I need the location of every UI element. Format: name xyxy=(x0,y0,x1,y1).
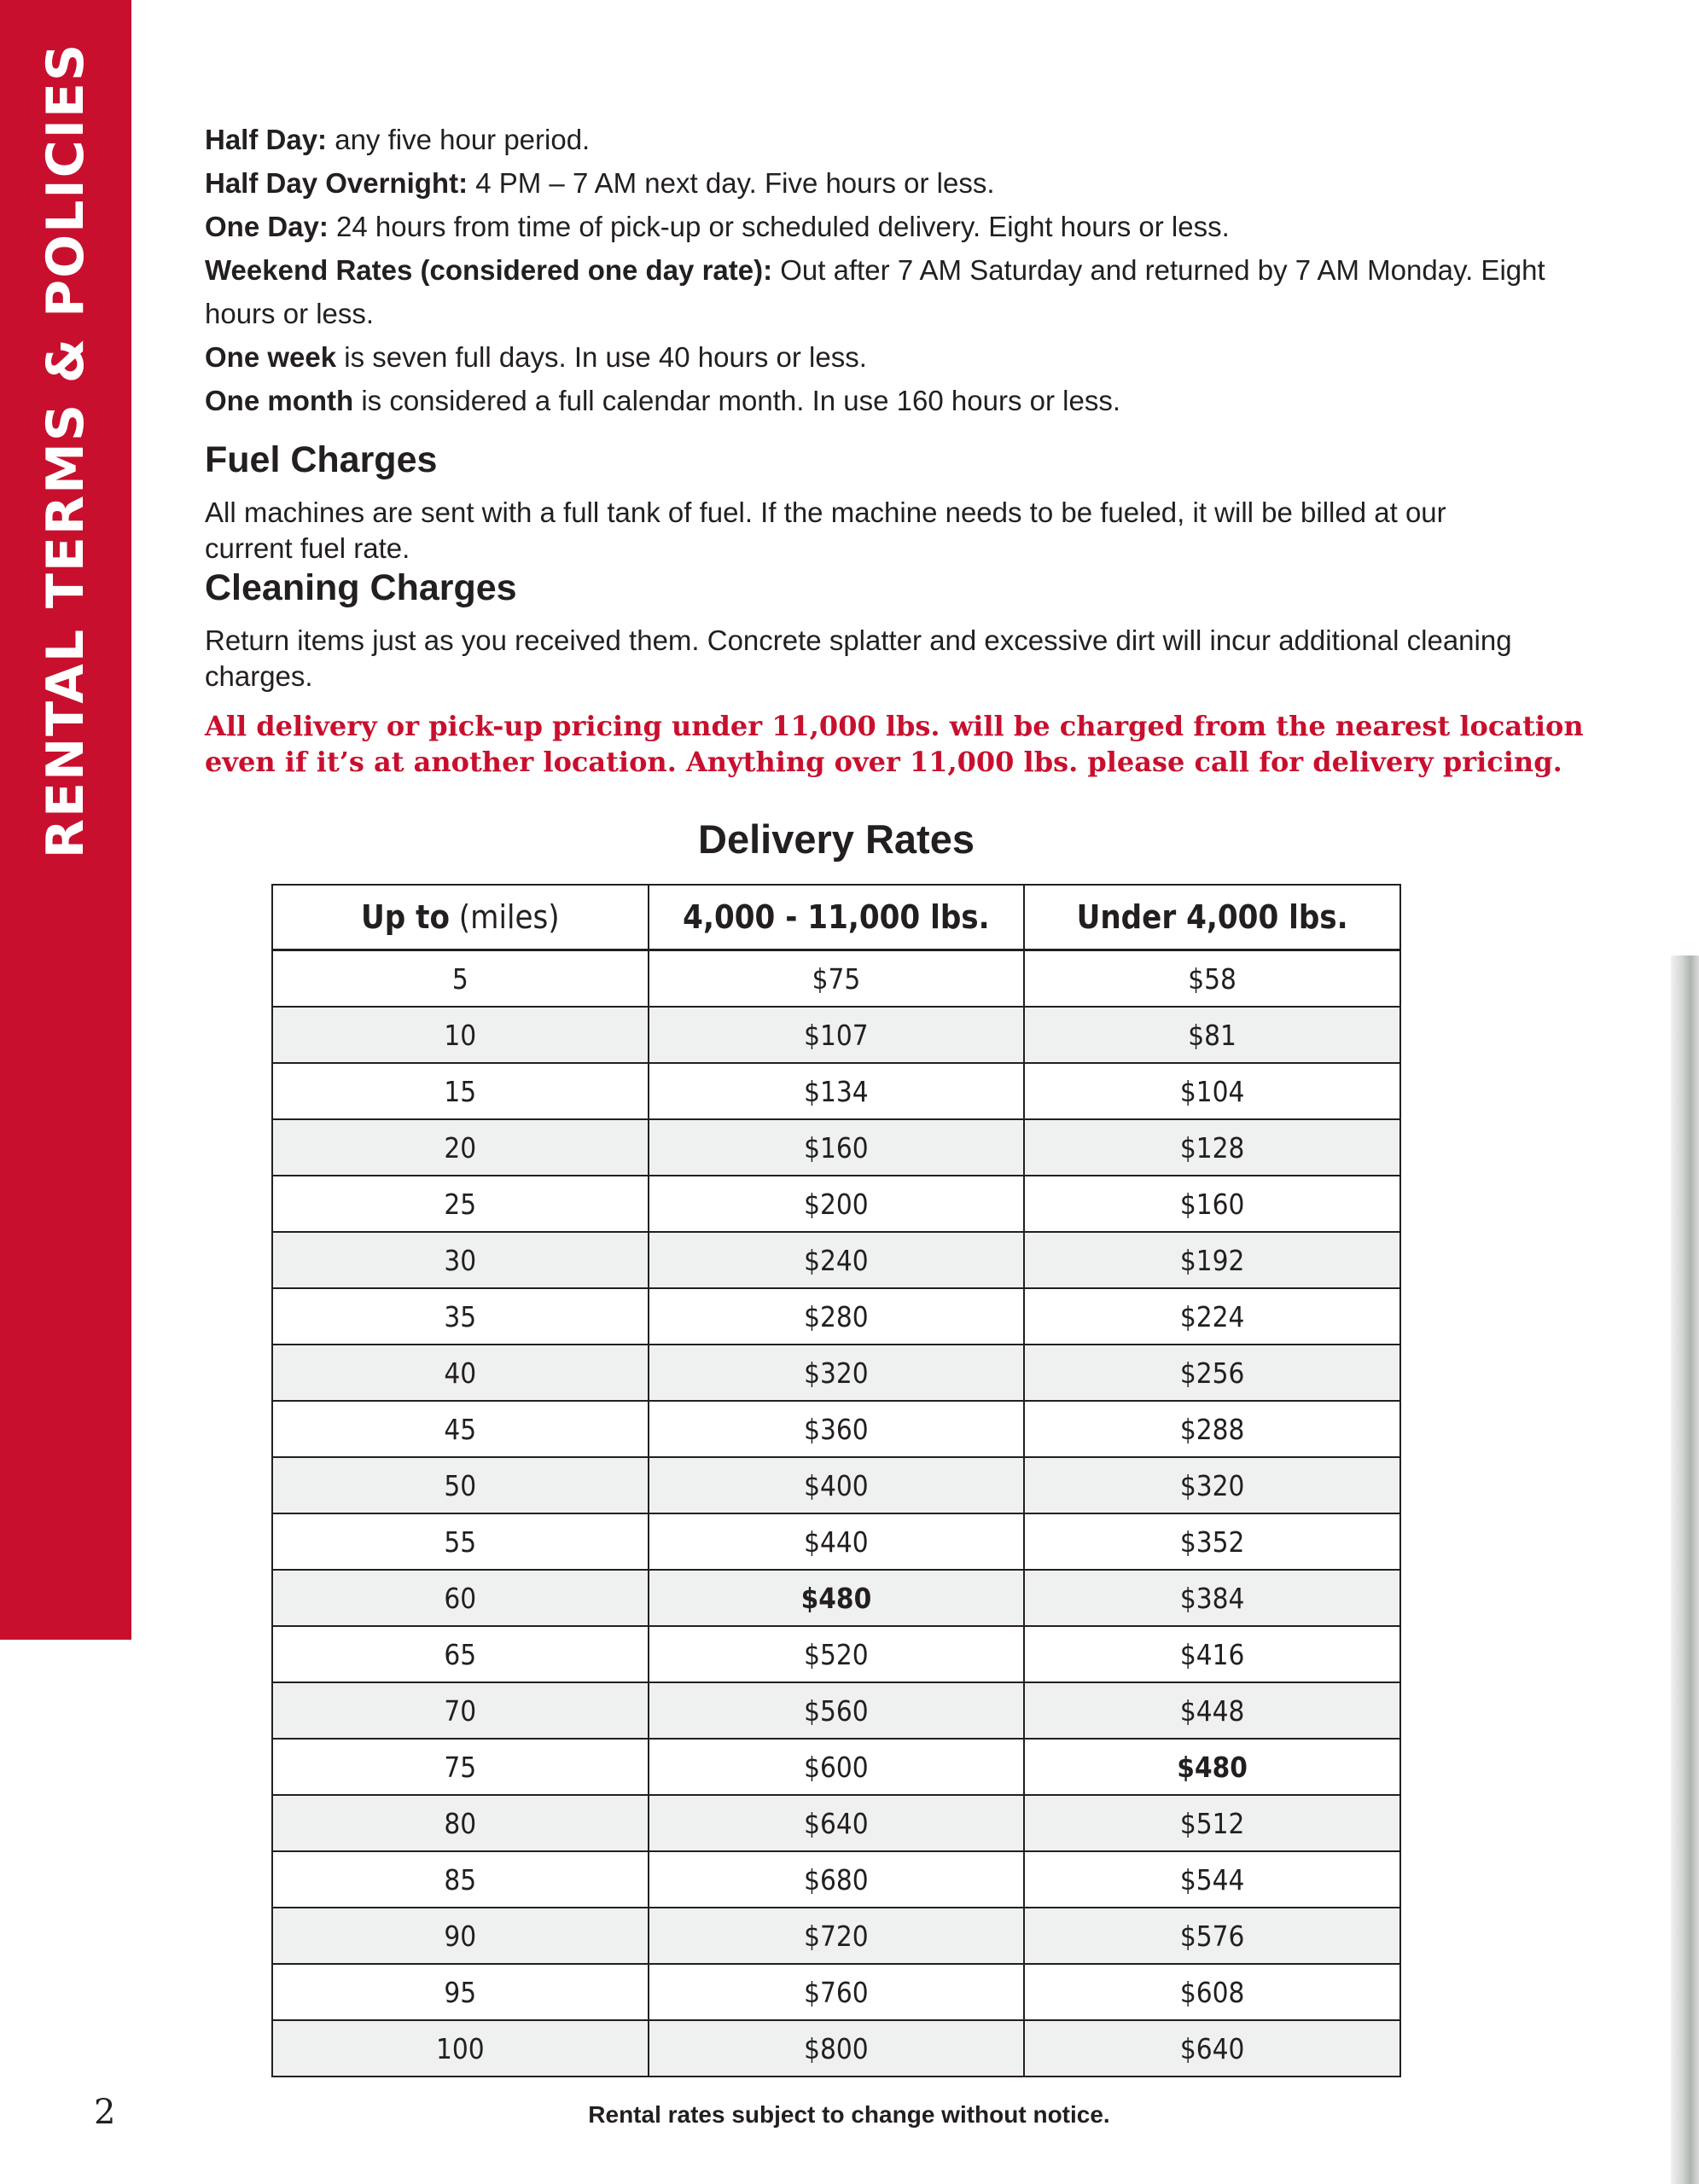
table-row xyxy=(272,1626,1400,1682)
cell-miles: 80 xyxy=(272,1795,649,1851)
cell-miles: 30 xyxy=(272,1232,649,1288)
definition-text: is considered a full calendar month. In use 160 hours or less. xyxy=(353,385,1120,416)
cell-heavy: $440 xyxy=(649,1513,1025,1570)
cell-heavy: $520 xyxy=(649,1626,1025,1682)
cell-heavy: $134 xyxy=(649,1063,1025,1119)
cell-light: $512 xyxy=(1024,1795,1400,1851)
cell-heavy: $240 xyxy=(649,1232,1025,1288)
table-row xyxy=(272,2020,1400,2077)
column-header-miles-unit: (miles) xyxy=(449,898,560,936)
definition-term: One week xyxy=(205,341,337,373)
definition-half-day-overnight xyxy=(205,161,1553,205)
sidebar-banner xyxy=(0,0,131,1640)
cell-heavy: $800 xyxy=(649,2020,1025,2077)
definition-term: One month xyxy=(205,385,354,416)
definition-text: Out after 7 AM Saturday and returned by 7 AM Monday. Eight hours or less. xyxy=(205,254,1545,329)
column-header-heavy: 4,000 - 11,000 lbs. xyxy=(649,885,1025,950)
table-header-row xyxy=(272,885,1400,950)
cell-heavy: $720 xyxy=(649,1908,1025,1964)
fuel-charges-heading: Fuel Charges xyxy=(205,439,438,480)
definition-one-month xyxy=(205,379,1553,422)
cell-heavy: $560 xyxy=(649,1682,1025,1739)
table-row xyxy=(272,1176,1400,1232)
cell-light: $480 xyxy=(1024,1739,1400,1795)
cell-light: $384 xyxy=(1024,1570,1400,1626)
table-row xyxy=(272,1908,1400,1964)
cell-light: $81 xyxy=(1024,1007,1400,1063)
table-row xyxy=(272,1288,1400,1345)
cell-heavy: $360 xyxy=(649,1401,1025,1457)
cleaning-charges-heading: Cleaning Charges xyxy=(205,567,517,608)
table-row xyxy=(272,1739,1400,1795)
cell-miles: 90 xyxy=(272,1908,649,1964)
cell-light: $576 xyxy=(1024,1908,1400,1964)
table-row xyxy=(272,1964,1400,2020)
cell-light: $160 xyxy=(1024,1176,1400,1232)
cell-heavy: $600 xyxy=(649,1739,1025,1795)
definition-half-day xyxy=(205,118,1553,161)
table-row xyxy=(272,1401,1400,1457)
cell-miles: 100 xyxy=(272,2020,649,2077)
table-row xyxy=(272,1232,1400,1288)
cell-light: $288 xyxy=(1024,1401,1400,1457)
definition-term: Weekend Rates (considered one day rate): xyxy=(205,254,773,286)
fuel-charges-text: All machines are sent with a full tank of fuel. If the machine needs to be fueled, it will be billed at our current fuel rate. xyxy=(205,497,1446,564)
cell-light: $192 xyxy=(1024,1232,1400,1288)
definition-text: is seven full days. In use 40 hours or less. xyxy=(336,341,867,373)
table-row xyxy=(272,1007,1400,1063)
column-header-miles-label: Up to xyxy=(360,898,450,936)
definition-weekend xyxy=(205,248,1553,335)
cell-heavy: $320 xyxy=(649,1345,1025,1401)
cell-heavy: $107 xyxy=(649,1007,1025,1063)
delivery-notice: All delivery or pick-up pricing under 11,000 lbs. will be charged from the nearest location even if it’s at another location. Anything over 11,000 lbs. please call for delivery pricing. xyxy=(205,710,1584,778)
table-row xyxy=(272,1457,1400,1513)
footer-note: Rental rates subject to change without notice. xyxy=(588,2101,1110,2128)
cell-miles: 65 xyxy=(272,1626,649,1682)
sidebar-title: RENTAL TERMS & POLICIES xyxy=(36,42,96,859)
column-header-light: Under 4,000 lbs. xyxy=(1024,885,1400,950)
definition-one-day xyxy=(205,205,1553,248)
cell-heavy: $480 xyxy=(649,1570,1025,1626)
cell-heavy: $400 xyxy=(649,1457,1025,1513)
cell-light: $320 xyxy=(1024,1457,1400,1513)
cell-miles: 95 xyxy=(272,1964,649,2020)
table-row xyxy=(272,1795,1400,1851)
cell-light: $640 xyxy=(1024,2020,1400,2077)
definition-text: any five hour period. xyxy=(327,124,591,155)
cell-miles: 70 xyxy=(272,1682,649,1739)
cell-heavy: $200 xyxy=(649,1176,1025,1232)
table-row xyxy=(272,950,1400,1008)
cell-light: $448 xyxy=(1024,1682,1400,1739)
cleaning-charges-text: Return items just as you received them. Concrete splatter and excessive dirt will incur additional cleaning charges. xyxy=(205,624,1512,692)
cell-heavy: $75 xyxy=(649,950,1025,1008)
table-body xyxy=(272,950,1400,2077)
cell-light: $544 xyxy=(1024,1851,1400,1908)
table-row xyxy=(272,1119,1400,1176)
table-row xyxy=(272,1513,1400,1570)
cell-miles: 45 xyxy=(272,1401,649,1457)
cell-miles: 5 xyxy=(272,950,649,1008)
definition-term: One Day: xyxy=(205,211,329,242)
delivery-rates-table xyxy=(271,884,1401,2077)
cell-miles: 85 xyxy=(272,1851,649,1908)
cell-miles: 25 xyxy=(272,1176,649,1232)
cell-heavy: $160 xyxy=(649,1119,1025,1176)
cell-miles: 60 xyxy=(272,1570,649,1626)
cell-heavy: $760 xyxy=(649,1964,1025,2020)
page-number: 2 xyxy=(94,2093,116,2132)
cell-miles: 20 xyxy=(272,1119,649,1176)
cell-miles: 55 xyxy=(272,1513,649,1570)
cell-miles: 10 xyxy=(272,1007,649,1063)
definition-text: 24 hours from time of pick-up or scheduled delivery. Eight hours or less. xyxy=(328,211,1230,242)
cell-heavy: $640 xyxy=(649,1795,1025,1851)
table-row xyxy=(272,1063,1400,1119)
delivery-rates-title: Delivery Rates xyxy=(698,816,975,862)
definition-one-week xyxy=(205,335,1553,379)
cell-miles: 15 xyxy=(272,1063,649,1119)
definition-term: Half Day: xyxy=(205,124,328,155)
cell-miles: 50 xyxy=(272,1457,649,1513)
cell-miles: 35 xyxy=(272,1288,649,1345)
column-header-miles xyxy=(272,885,649,950)
edge-photo xyxy=(1671,956,1699,2184)
definition-text: 4 PM – 7 AM next day. Five hours or less. xyxy=(468,167,995,199)
table-row xyxy=(272,1851,1400,1908)
table-row xyxy=(272,1345,1400,1401)
cell-light: $416 xyxy=(1024,1626,1400,1682)
table-row xyxy=(272,1570,1400,1626)
cell-heavy: $280 xyxy=(649,1288,1025,1345)
cell-miles: 75 xyxy=(272,1739,649,1795)
rental-period-definitions xyxy=(205,118,1553,422)
definition-term: Half Day Overnight: xyxy=(205,167,468,199)
cell-light: $608 xyxy=(1024,1964,1400,2020)
cell-miles: 40 xyxy=(272,1345,649,1401)
cell-light: $224 xyxy=(1024,1288,1400,1345)
cell-light: $104 xyxy=(1024,1063,1400,1119)
table-row xyxy=(272,1682,1400,1739)
cell-light: $58 xyxy=(1024,950,1400,1008)
cell-light: $128 xyxy=(1024,1119,1400,1176)
cell-heavy: $680 xyxy=(649,1851,1025,1908)
cell-light: $256 xyxy=(1024,1345,1400,1401)
cell-light: $352 xyxy=(1024,1513,1400,1570)
